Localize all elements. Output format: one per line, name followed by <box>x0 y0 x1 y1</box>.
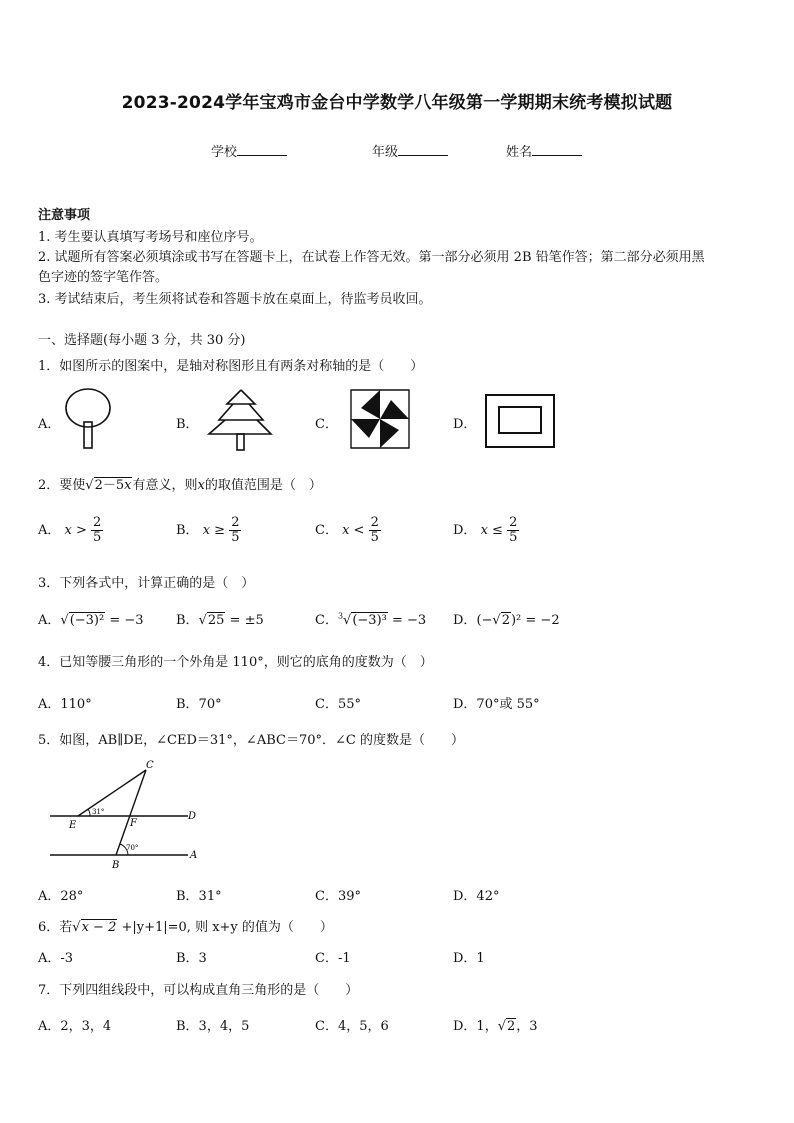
q5-option-a[interactable]: A．28° <box>38 889 84 904</box>
q6-option-b[interactable]: B．3 <box>176 951 207 966</box>
school-blank[interactable] <box>237 143 287 156</box>
q5-option-b[interactable]: B．31° <box>176 889 222 904</box>
angle-label-70: 70° <box>126 844 139 852</box>
tree-middle <box>219 404 263 420</box>
q2-option-c[interactable]: C． x < $\frac{2}{5}$ <box>315 515 379 545</box>
pinwheel-blade <box>380 419 399 448</box>
question-4-stem: 4．已知等腰三角形的一个外角是 110°，则它的底角的度数为（ ） <box>38 655 433 670</box>
name-field[interactable] <box>506 141 582 160</box>
question-5-stem: 5．如图，AB∥DE，∠CED＝31°，∠ABC＝70°．∠C 的度数是（ ） <box>38 733 464 748</box>
frame-inner <box>499 407 541 433</box>
q3-option-a[interactable]: A．√(−3)² = −3 <box>38 613 144 628</box>
q1-option-a-label[interactable]: A． <box>38 417 61 432</box>
q7-option-c[interactable]: C．4，5，6 <box>315 1019 389 1034</box>
q2-option-d[interactable]: D． x ≤ $\frac{2}{5}$ <box>453 515 518 545</box>
q2-stem-a: 2．要使 <box>38 478 86 493</box>
question-6-stem: 6．若√x − 2 +|y+1|=0, 则 x+y 的值为（ ） <box>38 920 333 935</box>
note-item: 色字迹的签字笔作答。 <box>38 270 169 285</box>
note-item: 1. 考生要认真填写考场号和座位序号。 <box>38 230 263 245</box>
grade-blank[interactable] <box>398 143 448 156</box>
q2-option-a[interactable]: A． x > $\frac{2}{5}$ <box>38 515 102 545</box>
angle-arc-e <box>88 809 90 816</box>
segment-bc <box>116 770 146 855</box>
q2-option-b[interactable]: B． x ≥ $\frac{2}{5}$ <box>176 515 240 545</box>
q6-option-d[interactable]: D．1 <box>453 951 485 966</box>
grade-field[interactable] <box>372 141 448 160</box>
q3-option-d[interactable]: D．(−√2)² = −2 <box>453 613 560 628</box>
fan-handle <box>84 422 92 448</box>
q4-option-b[interactable]: B．70° <box>176 697 222 712</box>
label-f: F <box>130 818 137 829</box>
q7-option-b[interactable]: B．3，4，5 <box>176 1019 250 1034</box>
label-c: C <box>146 760 154 771</box>
q5-geometry-figure <box>40 758 215 873</box>
q1-option-d-label[interactable]: D． <box>453 417 477 432</box>
q1-option-c-label[interactable]: C． <box>315 417 338 432</box>
grade-label: 年级 <box>372 145 399 160</box>
q3-option-b[interactable]: B．√25 = ±5 <box>176 613 264 628</box>
q2-stem-b: 有意义，则 <box>132 478 198 493</box>
pinwheel-blade <box>380 400 409 419</box>
q7-option-d[interactable]: D．1，√2，3 <box>453 1019 538 1034</box>
question-2-stem <box>38 474 322 493</box>
note-item: 3. 考试结束后，考生须将试卷和答题卡放在桌面上，待监考员收回。 <box>38 292 432 307</box>
q1-frame-figure <box>484 393 556 449</box>
q4-option-d[interactable]: D．70°或 55° <box>453 697 540 712</box>
q5-option-c[interactable]: C．39° <box>315 889 361 904</box>
label-a: A <box>190 850 198 861</box>
label-b: B <box>112 860 120 871</box>
tree-trunk <box>237 434 244 450</box>
section-heading: 一、选择题(每小题 3 分，共 30 分) <box>38 333 246 348</box>
question-7-stem: 7．下列四组线段中，可以构成直角三角形的是（ ） <box>38 983 359 998</box>
page-title: 2023-2024学年宝鸡市金台中学数学八年级第一学期期末统考模拟试题 <box>121 93 673 113</box>
q3-option-c[interactable]: C．$^3$√(−3)³ = −3 <box>315 611 427 628</box>
q1-tree-figure <box>205 388 275 452</box>
tree-bottom <box>209 420 271 434</box>
q6-option-a[interactable]: A．-3 <box>38 951 74 966</box>
q4-option-c[interactable]: C．55° <box>315 697 361 712</box>
label-d: D <box>188 811 197 822</box>
label-e: E <box>69 820 77 831</box>
q5-option-d[interactable]: D．42° <box>453 889 500 904</box>
tree-top <box>227 390 255 404</box>
q2-var-2: x <box>197 478 205 493</box>
q2-stem-c: 的取值范围是（ ） <box>204 478 322 493</box>
question-3-stem: 3．下列各式中，计算正确的是（ ） <box>38 576 255 591</box>
pinwheel-blade <box>351 419 380 438</box>
school-field[interactable] <box>211 141 287 160</box>
q1-fan-figure <box>60 388 120 452</box>
angle-label-31: 31° <box>92 808 105 816</box>
name-blank[interactable] <box>532 143 582 156</box>
q1-pinwheel-figure <box>347 388 413 450</box>
q6-option-c[interactable]: C．-1 <box>315 951 351 966</box>
q2-radicand: 2－5x <box>94 478 132 493</box>
name-label: 姓名 <box>506 145 533 160</box>
sqrt-sign: √ <box>85 478 94 493</box>
question-1-stem: 1．如图所示的图案中，是轴对称图形且有两条对称轴的是（ ） <box>38 359 424 374</box>
q2-var: x <box>124 478 132 493</box>
q4-option-a[interactable]: A．110° <box>38 697 92 712</box>
school-label: 学校 <box>211 145 238 160</box>
notes-heading: 注意事项 <box>38 208 91 223</box>
q7-option-a[interactable]: A．2，3，4 <box>38 1019 112 1034</box>
q1-option-b-label[interactable]: B． <box>176 417 199 432</box>
frame-outer <box>486 395 554 447</box>
note-item: 2. 试题所有答案必须填涂或书写在答题卡上，在试卷上作答无效。第一部分必须用 2B 铅笔作答；第二部分必须用黑 <box>38 250 705 265</box>
pinwheel-blade <box>361 390 380 419</box>
